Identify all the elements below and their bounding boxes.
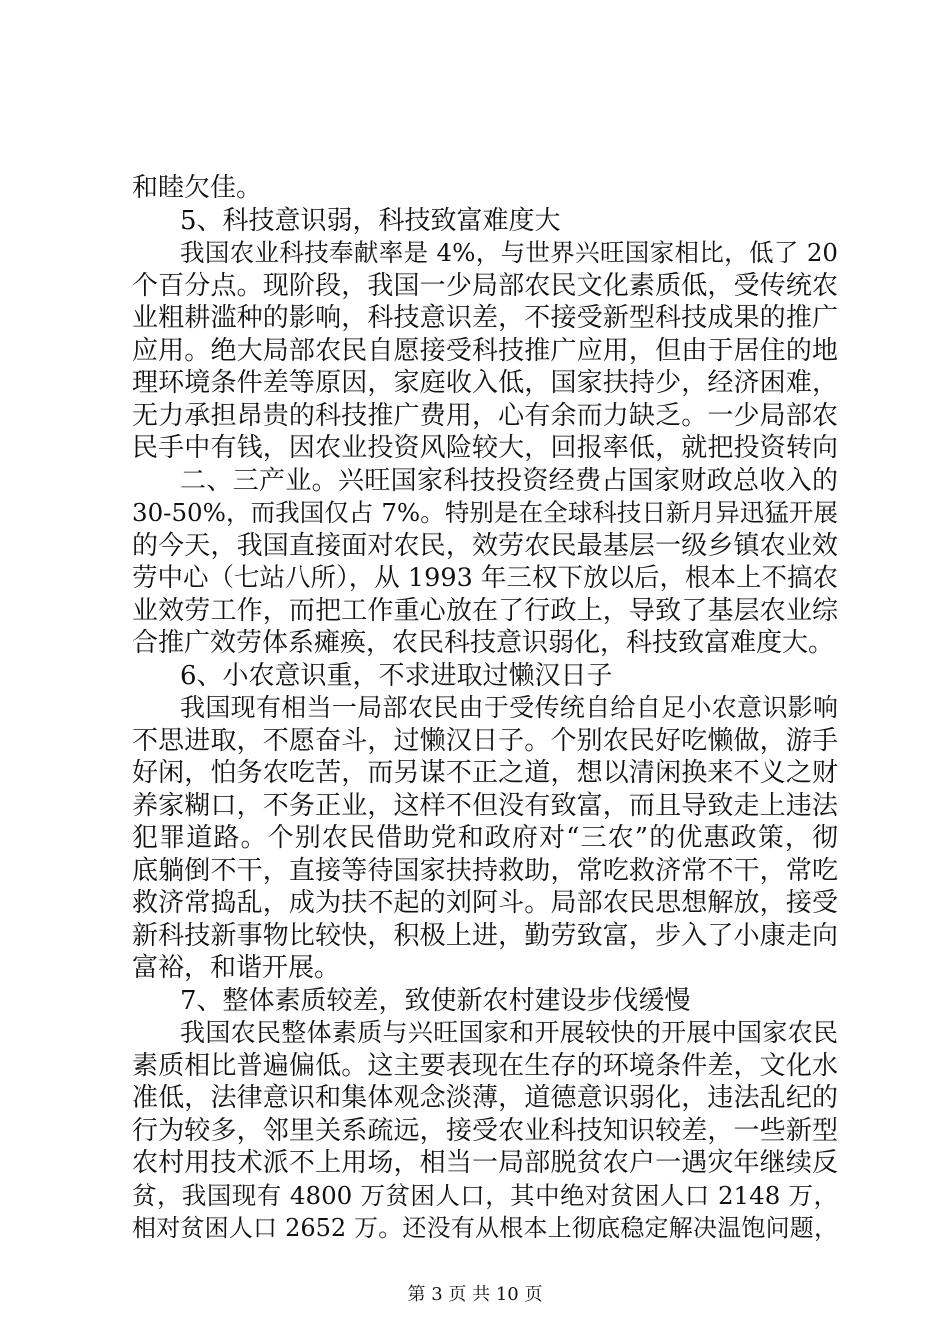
text-line: 个百分点。现阶段，我国一少局部农民文化素质低，受传统农 xyxy=(132,270,838,301)
text-line: 无力承担昂贵的科技推广费用，心有余而力缺乏。一少局部农 xyxy=(132,400,838,431)
text-line: 30-50%，而我国仅占 7%。特别是在全球科技日新月异迅猛开展 xyxy=(132,498,838,527)
text-line: 7、整体素质较差，致使新农村建设步伐缓慢 xyxy=(180,985,691,1016)
text-line: 理环境条件差等原因，家庭收入低，国家扶持少，经济困难， xyxy=(132,368,838,398)
page-number-label: 第 3 页 共 10 页 xyxy=(407,1284,543,1305)
text-line: 富裕，和谐开展。 xyxy=(132,953,341,983)
text-line: 劳中心（七站八所），从 1993 年三权下放以后，根本上不搞农 xyxy=(132,563,838,593)
text-line: 业效劳工作，而把工作重心放在了行政上，导致了基层农业综 xyxy=(132,595,838,626)
text-line: 行为较多，邻里关系疏远，接受农业科技知识较差，一些新型 xyxy=(132,1115,838,1146)
text-line: 民手中有钱，因农业投资风险较大，回报率低，就把投资转向 xyxy=(132,433,838,463)
text-line: 合推广效劳体系瘫痪，农民科技意识弱化，科技致富难度大。 xyxy=(132,628,835,658)
page-footer xyxy=(0,1283,950,1307)
text-line: 新科技新事物比较快，积极上进，勤劳致富，步入了小康走向 xyxy=(132,920,838,951)
text-line: 底躺倒不干，直接等待国家扶持救助，常吃救济常不干，常吃 xyxy=(132,855,838,886)
document-body xyxy=(132,172,838,1245)
text-line: 二、三产业。兴旺国家科技投资经费占国家财政总收入的 xyxy=(180,465,838,496)
text-line: 应用。绝大局部农民自愿接受科技推广应用，但由于居住的地 xyxy=(132,335,838,366)
text-line: 业粗耕滥种的影响，科技意识差，不接受新型科技成果的推广 xyxy=(132,303,838,333)
text-line: 我国现有相当一局部农民由于受传统自给自足小农意识影响 xyxy=(180,693,838,722)
text-line: 我国农业科技奉献率是 4%，与世界兴旺国家相比，低了 20 xyxy=(180,238,838,267)
text-line: 素质相比普遍偏低。这主要表现在生存的环境条件差，文化水 xyxy=(132,1050,838,1081)
text-line: 的今天，我国直接面对农民，效劳农民最基层一级乡镇农业效 xyxy=(132,530,838,561)
text-line: 6、小农意识重，不求进取过懒汉日子 xyxy=(180,660,613,691)
text-line: 农村用技术派不上用场，相当一局部脱贫农户一遇灾年继续反 xyxy=(132,1148,838,1178)
text-line: 5、科技意识弱，科技致富难度大 xyxy=(180,205,561,236)
text-line: 救济常捣乱，成为扶不起的刘阿斗。局部农民思想解放，接受 xyxy=(132,888,838,918)
text-line: 相对贫困人口 2652 万。还没有从根本上彻底稳定解决温饱问题， xyxy=(132,1214,838,1242)
text-line: 和睦欠佳。 xyxy=(132,173,263,203)
text-line: 贫，我国现有 4800 万贫困人口，其中绝对贫困人口 2148 万， xyxy=(132,1180,838,1210)
text-line: 好闲，怕务农吃苦，而另谋不正之道，想以清闲换来不义之财 xyxy=(132,758,838,788)
text-line: 我国农民整体素质与兴旺国家和开展较快的开展中国家农民 xyxy=(180,1018,838,1047)
text-line: 准低，法律意识和集体观念淡薄，道德意识弱化，违法乱纪的 xyxy=(132,1083,838,1113)
text-line: 犯罪道路。个别农民借助党和政府对“三农”的优惠政策，彻 xyxy=(132,823,838,853)
text-line: 养家糊口，不务正业，这样不但没有致富，而且导致走上违法 xyxy=(132,790,838,821)
text-line: 不思进取，不愿奋斗，过懒汉日子。个别农民好吃懒做，游手 xyxy=(132,725,838,756)
